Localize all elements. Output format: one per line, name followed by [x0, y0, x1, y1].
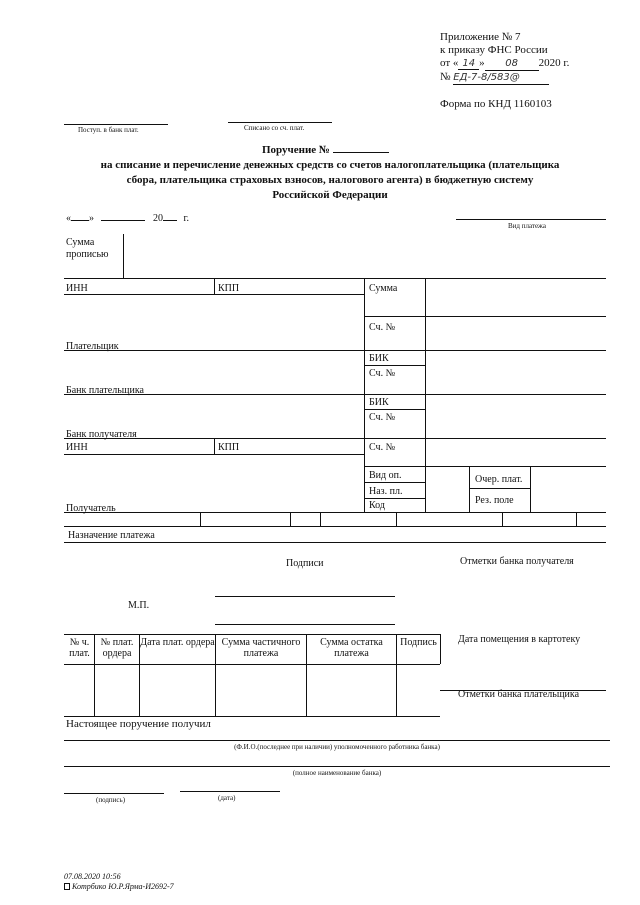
- payer-bank-marks-label: Отметки банка плательщика: [458, 689, 580, 700]
- date-caption: (дата): [218, 794, 236, 802]
- title-line-4: Российской Федерации: [272, 189, 388, 201]
- received-by-label: Настоящее поручение получил: [66, 718, 211, 730]
- card-date-label: Дата помещения в картотеку: [458, 634, 581, 645]
- title-line-3: сбора, плательщика страховых взносов, налогового агента) в бюджетную систему: [126, 174, 534, 186]
- payer-bank-account-label: Сч. №: [369, 368, 396, 379]
- title-number: Поручение №: [262, 144, 389, 156]
- order-label: к приказу ФНС России: [440, 44, 548, 56]
- recipient-bik-label: БИК: [369, 397, 389, 408]
- form-code: Форма по КНД 1160103: [440, 98, 552, 110]
- order-date: от « 14 » 08 2020 г.: [440, 57, 570, 69]
- col-partial-number: № ч. плат.: [69, 637, 90, 659]
- sum-words-label-2: прописью: [66, 249, 109, 260]
- seal-label: М.П.: [128, 600, 150, 611]
- written-off-label: Списано со сч. плат.: [244, 124, 305, 132]
- payer-bank-label: Банк плательщика: [66, 385, 144, 396]
- date-row: « » 20 г.: [66, 213, 189, 224]
- recipient-account-label: Сч. №: [369, 442, 396, 453]
- stamp-time: 07.08.2020 10:56: [64, 872, 121, 881]
- kpp-label: КПП: [218, 283, 240, 294]
- bank-name-caption: (полное наименование банка): [292, 769, 382, 777]
- payer-account-label: Сч. №: [369, 322, 396, 333]
- purpose-short-label: Наз. пл.: [369, 486, 403, 497]
- payment-type-label: Вид платежа: [508, 222, 547, 230]
- code-label: Код: [369, 500, 385, 511]
- recipient-bank-account-label: Сч. №: [369, 412, 396, 423]
- reserve-label: Рез. поле: [475, 495, 514, 506]
- officer-caption: (Ф.И.О.(последнее при наличии) уполномоченного работника банка): [234, 743, 440, 751]
- col-order-date: Дата плат. ордера: [140, 637, 215, 648]
- order-number: № ЕД-7-8/583@: [440, 71, 549, 85]
- sum-words-label-1: Сумма: [66, 237, 95, 248]
- recipient-label: Получатель: [66, 503, 116, 514]
- recipient-bank-label: Банк получателя: [66, 429, 137, 440]
- recipient-bank-marks-label: Отметки банка получателя: [460, 556, 574, 567]
- received-label: Поступ. в банк плат.: [78, 126, 139, 134]
- col-order-number: № плат. ордера: [100, 637, 134, 659]
- appendix-label: Приложение № 7: [440, 31, 521, 43]
- purpose-label: Назначение платежа: [68, 530, 155, 541]
- col-remaining-sum: Сумма остатка платежа: [320, 637, 383, 659]
- sign-caption: (подпись): [96, 796, 126, 804]
- col-partial-sum: Сумма частичного платежа: [221, 637, 301, 659]
- payer-bik-label: БИК: [369, 353, 389, 364]
- recipient-inn-label: ИНН: [66, 442, 88, 453]
- sum-label: Сумма: [369, 283, 398, 294]
- col-signature: Подпись: [400, 637, 437, 648]
- signatures-label: Подписи: [286, 558, 324, 569]
- recipient-kpp-label: КПП: [218, 442, 240, 453]
- op-type-label: Вид оп.: [369, 470, 402, 481]
- priority-label: Очер. плат.: [475, 474, 523, 485]
- title-line-2: на списание и перечисление денежных средств со счетов налогоплательщика (плательщика: [100, 159, 560, 171]
- payer-label: Плательщик: [66, 341, 119, 352]
- document-icon: [64, 883, 70, 890]
- stamp-author: Котрбико Ю.Р.Ярма-И2692-7: [64, 882, 174, 891]
- inn-label: ИНН: [66, 283, 88, 294]
